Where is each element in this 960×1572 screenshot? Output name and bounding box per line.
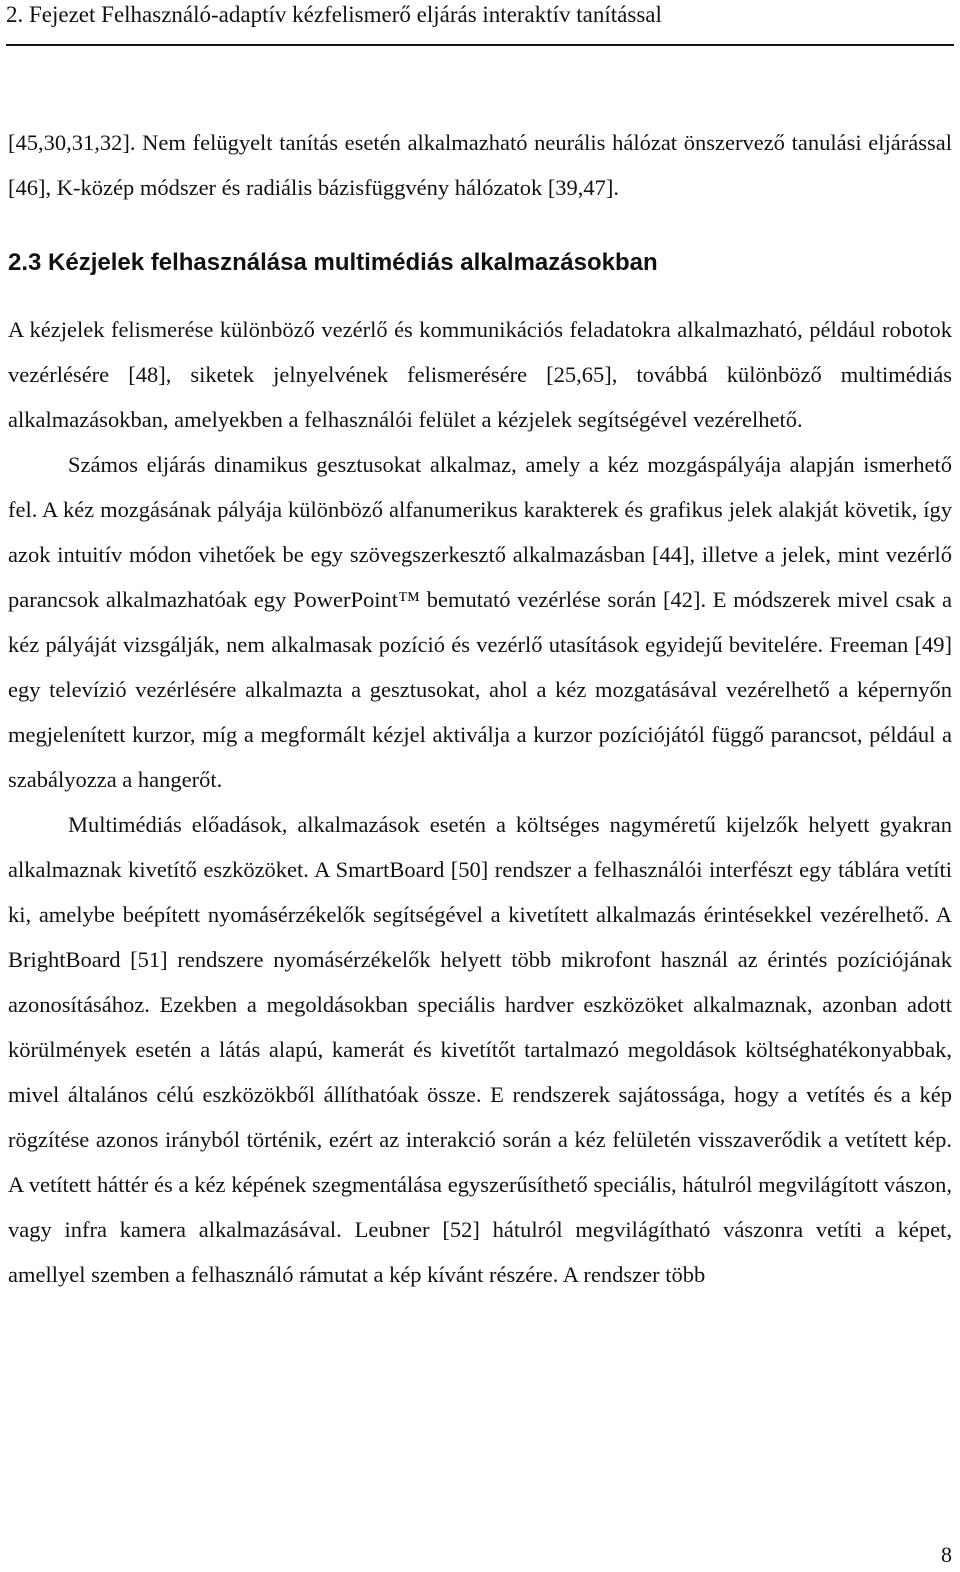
- running-header: [6, 0, 954, 46]
- chapter-title: 2. Fejezet Felhasználó-adaptív kézfelismerő eljárás interaktív tanítással: [6, 2, 662, 27]
- page-number: 8: [941, 1542, 952, 1567]
- intro-paragraph: [45,30,31,32]. Nem felügyelt tanítás esetén alkalmazható neurális hálózat önszervező tanulási eljárással [46], K-közép módszer és radiális bázisfüggvény hálózatok [39,47].: [8, 130, 952, 200]
- paragraph-2: Számos eljárás dinamikus gesztusokat alkalmaz, amely a kéz mozgáspályája alapján ismerhető fel. A kéz mozgásának pályája különböző alfanumerikus karakterek és grafikus jelek alakját követik, így azok intuitív módon vihetőek be egy szövegszerkesztő alkalmazásban [44], illetve a jelek, mint vezérlő parancsok alkalmazhatóak egy PowerPoint™ bemutató vezérlése során [42]. E módszerek mivel csak a kéz pályáját vizsgálják, nem alkalmasak pozíció és vezérlő utasítások egyidejű bevitelére. Freeman [49] egy televízió vezérlésére alkalmazta a gesztusokat, ahol a kéz mozgatásával vezérelhető a képernyőn megjelenített kurzor, míg a megformált kézjel aktiválja a kurzor pozíciójától függő parancsot, például a szabályozza a hangerőt.: [8, 452, 952, 792]
- page-body: [8, 120, 952, 1297]
- section-heading: 2.3 Kézjelek felhasználása multimédiás alkalmazásokban: [8, 249, 658, 276]
- paragraph-1: A kézjelek felismerése különböző vezérlő és kommunikációs feladatokra alkalmazható, például robotok vezérlésére [48], siketek jelnyelvének felismerésére [25,65], továbbá különböző multimédiás alkalmazásokban, amelyekben a felhasználói felület a kézjelek segítségével vezérelhető.: [8, 317, 952, 432]
- paragraph-3: Multimédiás előadások, alkalmazások esetén a költséges nagyméretű kijelzők helyett gyakran alkalmaznak kivetítő eszközöket. A SmartBoard [50] rendszer a felhasználói interfészt egy táblára vetíti ki, amelybe beépített nyomásérzékelők segítségével a kivetített alkalmazás érintésekkel vezérelhető. A BrightBoard [51] rendszere nyomásérzékelők helyett több mikrofont használ az érintés pozíciójának azonosításához. Ezekben a megoldásokban speciális hardver eszközöket alkalmaznak, azonban adott körülmények esetén a látás alapú, kamerát és kivetítőt tartalmazó megoldások költséghatékonyabbak, mivel általános célú eszközökből állíthatóak össze. E rendszerek sajátossága, hogy a vetítés és a kép rögzítése azonos irányból történik, ezért az interakció során a kéz felületén visszaverődik a vetített kép. A vetített háttér és a kéz képének szegmentálása egyszerűsíthető speciális, hátulról megvilágított vászon, vagy infra kamera alkalmazásával. Leubner [52] hátulról megvilágítható vászonra vetíti a képet, amellyel szemben a felhasználó rámutat a kép kívánt részére. A rendszer több: [8, 812, 952, 1287]
